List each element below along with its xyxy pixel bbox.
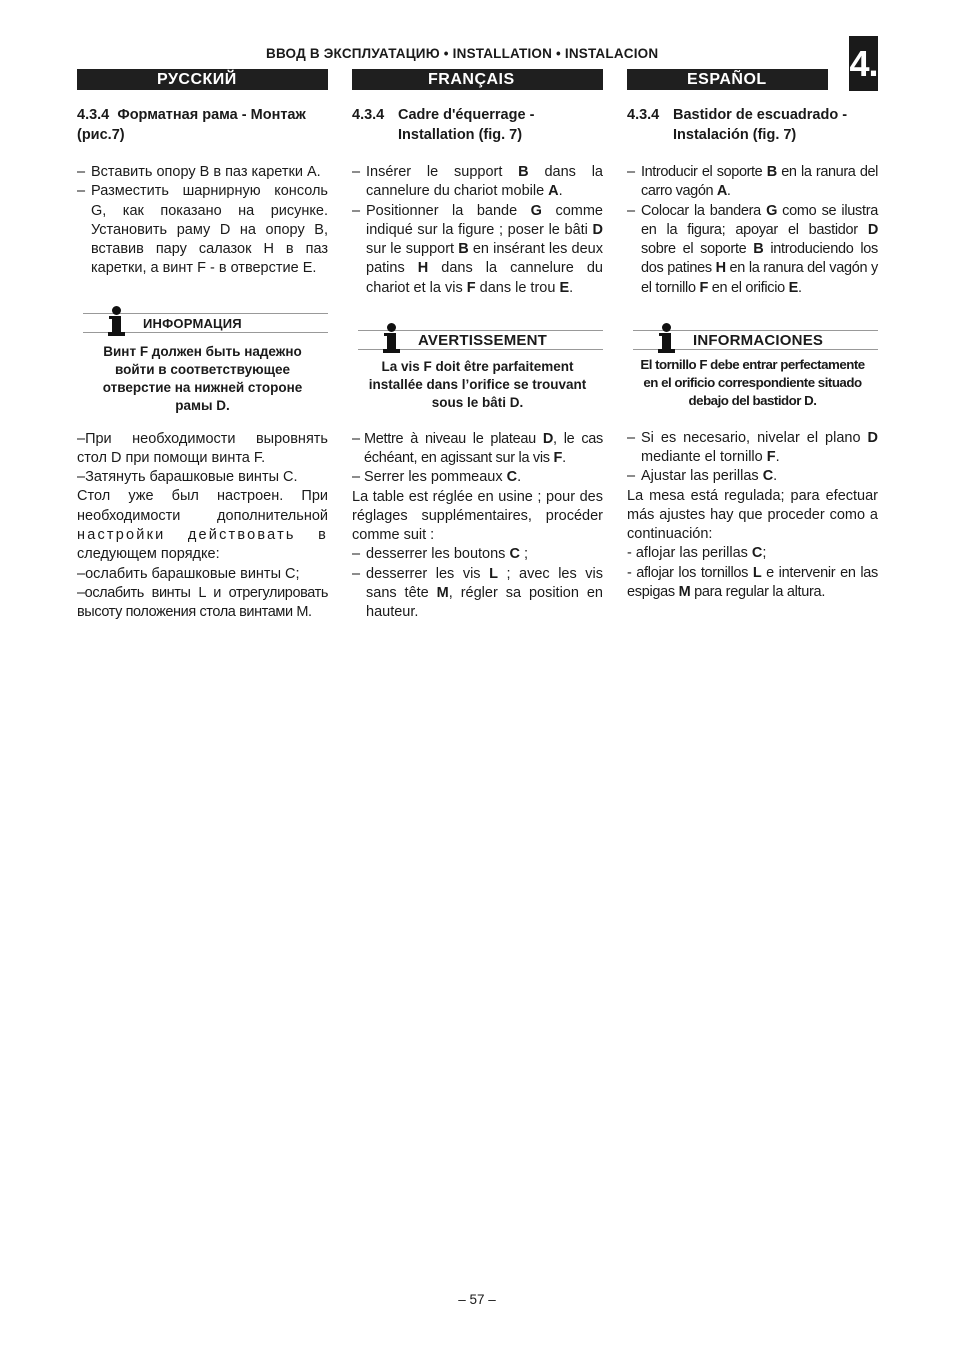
info-notice-russian [77, 313, 328, 416]
warning-notice-french [352, 330, 603, 413]
notice-text: La vis F doit être parfaitement installée dans l’orifice se trouvant sous le bâti D. [368, 359, 587, 411]
column-russian [77, 69, 328, 623]
section-title-text: Форматная рама - Монтаж (рис.7) [77, 107, 306, 143]
list-item: – Разместить шарнирную консоль G, как показано на рисунке. Установить раму D на опору B, вставив пару салазок Н в паз каретки, а винт F - в отверстие E. [77, 183, 328, 277]
list-item: – desserrer les boutons C ; [352, 546, 529, 563]
section-number: 4.3.4 [352, 107, 385, 123]
adjustment-text-russian [77, 430, 328, 623]
language-bar-russian: РУССКИЙ [77, 69, 328, 90]
paragraph: Стол уже был настроен. При [77, 488, 328, 505]
language-bar-french: FRANÇAIS [352, 69, 603, 90]
info-icon [107, 306, 125, 336]
section-title-text: Cadre d'équerrage - Installation (fig. 7) [398, 107, 535, 143]
section-title-russian [77, 105, 328, 145]
adjustment-text-spanish [627, 429, 878, 603]
step-list-french [352, 163, 603, 298]
notice-header [358, 330, 603, 350]
list-item: – Si es necesario, nivelar el plano D mediante el tornillo F. [627, 429, 878, 465]
column-spanish [627, 69, 878, 602]
section-number: 4.3.4 [627, 107, 660, 123]
paragraph: настройки действовать в [77, 527, 328, 544]
section-title-french [352, 105, 603, 145]
page-number: – 57 – [458, 1292, 496, 1307]
paragraph: La table est réglée en usine ; pour des réglages supplémentaires, procéder comme suit : [352, 488, 603, 544]
notice-header [83, 313, 328, 333]
page-header: ВВОД В ЭКСПЛУАТАЦИЮ • INSTALLATION • INSTALACION [266, 46, 659, 61]
info-icon [382, 323, 400, 353]
list-item: – desserrer les vis L ; avec les vis sans tête M, régler sa position en hauteur. [352, 565, 603, 621]
notice-text: El tornillo F debe entrar perfectamente en el orificio correspondiente situado debajo del bastidor D. [640, 357, 865, 409]
notice-label: AVERTISSEMENT [418, 332, 548, 350]
adjustment-text-french [352, 430, 603, 623]
list-item: – Introducir el soporte B en la ranura del carro vagón A. [627, 164, 878, 200]
section-title-spanish [627, 105, 878, 145]
notice-text: Винт F должен быть надежно войти в соответствующее отверстие на нижней стороне рамы D. [102, 343, 303, 414]
notice-label: INFORMACIONES [693, 332, 824, 350]
paragraph: - aflojar los tornillos L e intervenir en las espigas M para regular la altura. [627, 564, 878, 601]
notice-header [633, 330, 878, 350]
language-bar-spanish: ESPAÑOL [627, 69, 828, 90]
paragraph: следующем порядке: [77, 546, 220, 563]
step-list-russian [77, 163, 328, 279]
list-item: – Colocar la bandera G como se ilustra en la figura; apoyar el bastidor D sobre el soporte B introduciendo los dos patines H en la ranura del vagón y el tornillo F en el orificio E. [627, 202, 878, 296]
info-notice-spanish [627, 330, 878, 411]
chapter-tab: 4. [849, 36, 878, 91]
list-item: – Ajustar las perillas C. [627, 468, 778, 485]
list-item: – Insérer le support B dans la cannelure du chariot mobile A. [352, 164, 603, 200]
paragraph: –ослабить барашковые винты C; [77, 565, 300, 582]
notice-label: ИНФОРМАЦИЯ [143, 315, 242, 331]
paragraph: - aflojar las perillas C; [627, 545, 767, 562]
section-number: 4.3.4 [77, 107, 110, 123]
info-icon [657, 323, 675, 353]
list-item: – Вставить опору В в паз каретки А. [77, 164, 321, 180]
paragraph: La mesa está regulada; para efectuar más ajustes hay que proceder como a continuación: [627, 487, 878, 543]
section-title-text: Bastidor de escuadrado - Instalación (fig. 7) [673, 107, 848, 143]
paragraph: необходимости дополнительной [77, 507, 328, 524]
list-item: – Positionner la bande G comme indiqué sur la figure ; poser le bâti D sur le support B en insérant les deux patins H dans la cannelure du chariot et la vis F dans le trou E. [352, 202, 603, 296]
paragraph: –ослабить винты L и отрегулировать высоту положения стола винтами M. [77, 584, 328, 621]
paragraph: –При необходимости выровнять стол D при помощи винта F. [77, 430, 328, 466]
column-french [352, 69, 603, 623]
paragraph: –Затянуть барашковые винты C. [77, 469, 298, 486]
step-list-spanish [627, 163, 878, 298]
list-item: – Serrer les pommeaux C. [352, 469, 522, 486]
list-item: – Mettre à niveau le plateau D, le cas échéant, en agissant sur la vis F. [352, 430, 603, 466]
